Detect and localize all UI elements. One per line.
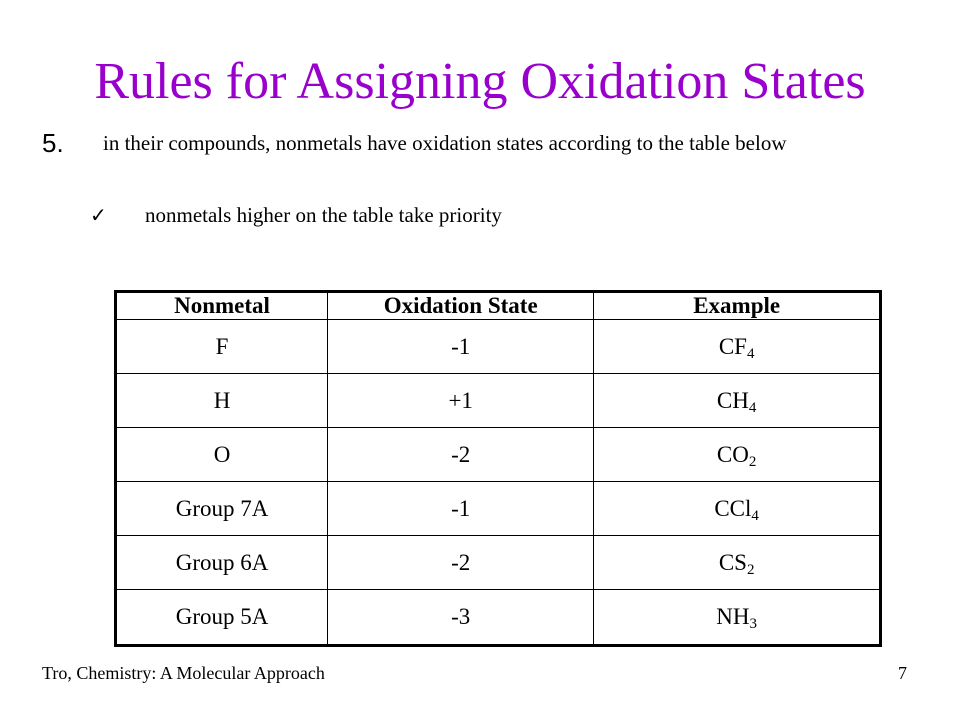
example-formula: CF (718, 333, 747, 359)
example-cell (594, 374, 881, 428)
nonmetal-cell: Group 6A (116, 536, 328, 590)
nonmetal-cell: Group 5A (116, 590, 328, 646)
table-header-row (116, 292, 881, 320)
example-subscript: 2 (746, 561, 755, 578)
example-formula: CH (716, 387, 749, 413)
rule-number: 5. (42, 128, 64, 158)
oxidation-states-table (114, 290, 882, 647)
example-formula: CO (716, 441, 749, 467)
footer-source: Tro, Chemistry: A Molecular Approach (42, 663, 325, 683)
sub-bullet-text: nonmetals higher on the table take priority (145, 203, 502, 227)
example-subscript: 2 (748, 453, 757, 470)
table-row (116, 590, 881, 646)
table-row (116, 482, 881, 536)
example-cell (594, 536, 881, 590)
example-subscript: 4 (751, 507, 759, 524)
oxidation-state-cell: -1 (328, 320, 594, 374)
page-number: 7 (898, 663, 907, 683)
table-row (116, 428, 881, 482)
rule-text: in their compounds, nonmetals have oxidation states according to the table below (103, 131, 787, 155)
example-cell (594, 482, 881, 536)
example-subscript: 4 (748, 399, 757, 416)
example-cell (594, 320, 881, 374)
column-header-oxidation-state: Oxidation State (328, 292, 594, 320)
example-cell (594, 428, 881, 482)
nonmetal-cell: O (116, 428, 328, 482)
example-formula: NH (716, 604, 750, 629)
column-header-example: Example (594, 292, 881, 320)
nonmetal-cell: Group 7A (116, 482, 328, 536)
table-row (116, 374, 881, 428)
oxidation-state-cell: +1 (328, 374, 594, 428)
nonmetal-cell: F (116, 320, 328, 374)
column-header-nonmetal: Nonmetal (116, 292, 328, 320)
oxidation-state-cell: -3 (328, 590, 594, 646)
example-formula: CCl (714, 495, 752, 521)
oxidation-state-cell: -2 (328, 428, 594, 482)
example-subscript: 3 (749, 616, 757, 632)
nonmetal-cell: H (116, 374, 328, 428)
table-row (116, 536, 881, 590)
table-row (116, 320, 881, 374)
slide-title: Rules for Assigning Oxidation States (94, 53, 866, 110)
oxidation-state-cell: -2 (328, 536, 594, 590)
example-cell (594, 590, 881, 646)
oxidation-state-cell: -1 (328, 482, 594, 536)
example-formula: CS (718, 549, 747, 575)
example-subscript: 4 (746, 345, 755, 362)
checkmark-icon: ✓ (90, 203, 107, 227)
